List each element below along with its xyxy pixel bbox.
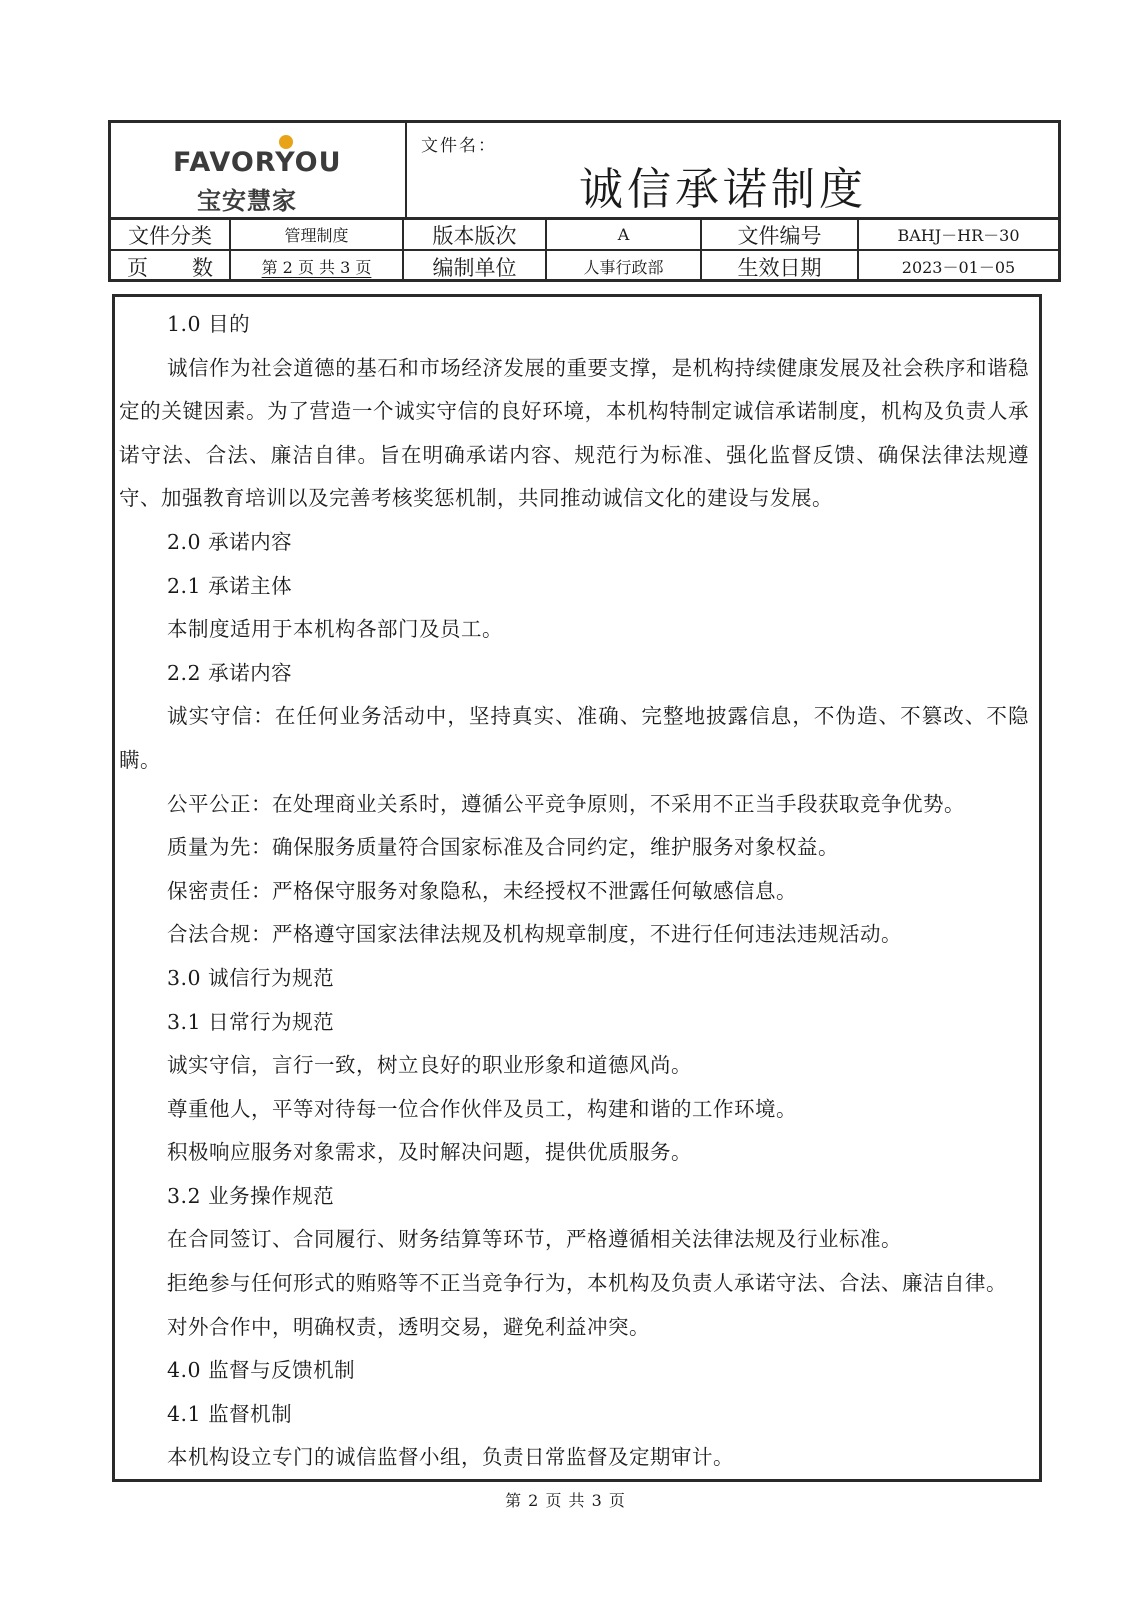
code-label: 文件编号 — [702, 220, 859, 249]
subheading-business-conduct: 3.2 业务操作规范 — [167, 1183, 335, 1208]
paragraph-scope: 本制度适用于本机构各部门及员工。 — [167, 617, 503, 642]
item-quality: 质量为先：确保服务质量符合国家标准及合同约定，维护服务对象权益。 — [167, 835, 839, 860]
code-value: BAHJ－HR－30 — [897, 226, 1020, 245]
document-body — [112, 294, 1042, 1482]
title-cell — [407, 123, 1058, 217]
paragraph-purpose: 诚信作为社会道德的基石和市场经济发展的重要支撑，是机构持续健康发展及社会秩序和谐稳定的关键因素。为了营造一个诚实守信的良好环境，本机构特制定诚信承诺制度，机构及负责人承诺守法、合法、廉洁自律。旨在明确承诺内容、规范行为标准、强化监督反馈、确保法律法规遵守、加强教育培训以及完善考核奖惩机制，共同推动诚信文化的建设与发展。 — [119, 355, 1029, 511]
item-respect: 尊重他人，平等对待每一位合作伙伴及员工，构建和谐的工作环境。 — [167, 1096, 797, 1121]
heading-purpose: 1.0 目的 — [167, 312, 251, 336]
pages-label-part-a: 页 — [127, 255, 148, 280]
page-footer: 第 2 页 共 3 页 — [505, 1491, 626, 1510]
item-anti-bribery: 拒绝参与任何形式的贿赂等不正当竞争行为，本机构及负责人承诺守法、合法、廉洁自律。 — [167, 1271, 1007, 1296]
item-honesty: 诚实守信：在任何业务活动中，坚持真实、准确、完整地披露信息，不伪造、不篡改、不隐瞒。 — [119, 704, 1029, 772]
document-header — [108, 120, 1061, 282]
header-row-1 — [111, 220, 1058, 251]
subheading-daily-conduct: 3.1 日常行为规范 — [167, 1009, 335, 1034]
item-fairness: 公平公正：在处理商业关系时，遵循公平竞争原则，不采用不正当手段获取竞争优势。 — [167, 791, 965, 816]
subheading-content: 2.2 承诺内容 — [167, 660, 293, 685]
version-value: A — [547, 220, 702, 249]
item-contracts: 在合同签订、合同履行、财务结算等环节，严格遵循相关法律法规及行业标准。 — [167, 1227, 902, 1252]
date-label: 生效日期 — [702, 251, 859, 282]
item-cooperation: 对外合作中，明确权责，透明交易，避免利益冲突。 — [167, 1314, 650, 1339]
category-label: 文件分类 — [111, 220, 231, 249]
item-responsiveness: 积极响应服务对象需求，及时解决问题，提供优质服务。 — [167, 1140, 692, 1165]
filename-label: 文件名： — [421, 136, 497, 156]
version-label: 版本版次 — [404, 220, 547, 249]
pages-label — [111, 251, 231, 282]
body-content — [119, 303, 1029, 1480]
subheading-subject: 2.1 承诺主体 — [167, 573, 293, 598]
header-info-grid — [111, 217, 1058, 279]
heading-commitment: 2.0 承诺内容 — [167, 529, 293, 554]
item-integrity: 诚实守信，言行一致，树立良好的职业形象和道德风尚。 — [167, 1053, 692, 1078]
unit-value: 人事行政部 — [547, 251, 702, 282]
header-row-2 — [111, 251, 1058, 282]
pages-value-cell — [231, 251, 404, 282]
document-title: 诚信承诺制度 — [579, 164, 867, 215]
date-value: 2023－01－05 — [901, 258, 1016, 277]
logo-english-text: FAVORYOU — [173, 147, 342, 178]
pages-value: 第 2 页 共 3 页 — [261, 258, 372, 277]
paragraph-supervision-group: 本机构设立专门的诚信监督小组，负责日常监督及定期审计。 — [167, 1445, 734, 1470]
category-value: 管理制度 — [231, 220, 404, 249]
unit-label: 编制单位 — [404, 251, 547, 282]
logo-chinese-text: 宝安慧家 — [197, 187, 297, 215]
subheading-supervision-mechanism: 4.1 监督机制 — [167, 1401, 293, 1426]
heading-conduct: 3.0 诚信行为规范 — [167, 965, 335, 990]
item-compliance: 合法合规：严格遵守国家法律法规及机构规章制度，不进行任何违法违规活动。 — [167, 922, 902, 947]
company-logo — [111, 123, 407, 217]
heading-supervision: 4.0 监督与反馈机制 — [167, 1358, 356, 1383]
item-confidentiality: 保密责任：严格保守服务对象隐私，未经授权不泄露任何敏感信息。 — [167, 878, 797, 903]
pages-label-part-b: 数 — [192, 255, 213, 280]
